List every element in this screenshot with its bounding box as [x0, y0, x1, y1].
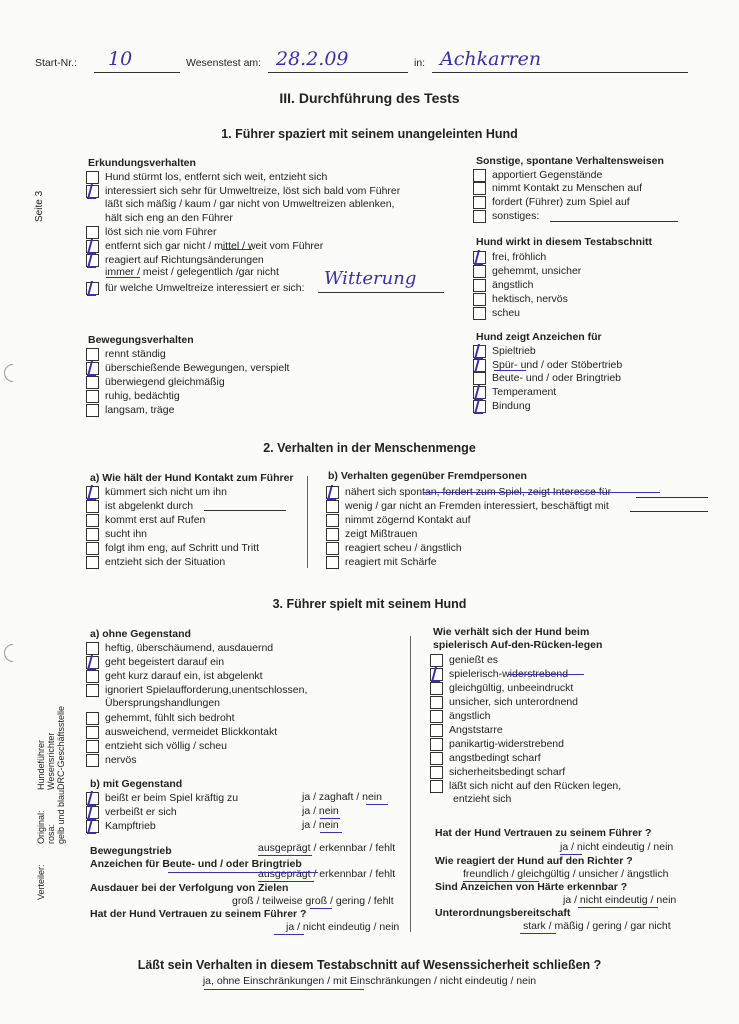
- pen-mark: [106, 277, 140, 278]
- sidebar-verteiler: Verteiler:: [36, 864, 46, 900]
- s2a-title: a) Wie hält der Hund Kontakt zum Führer: [90, 472, 294, 484]
- checkbox[interactable]: [86, 376, 99, 389]
- sidebar-drc: DRC-Geschäftsstelle: [56, 705, 66, 790]
- sonstige-item[interactable]: sonstiges:: [473, 209, 539, 223]
- pen-mark: [560, 854, 582, 855]
- beschaeftigt-field[interactable]: [630, 498, 708, 512]
- checkbox[interactable]: [86, 670, 99, 683]
- checkbox-checked[interactable]: [473, 400, 486, 413]
- checkbox[interactable]: [473, 307, 486, 320]
- pen-mark: [320, 818, 340, 819]
- checkbox[interactable]: [86, 726, 99, 739]
- sonstige-title: Sonstige, spontane Verhaltensweisen: [476, 155, 664, 167]
- zeigt-item[interactable]: Bindung: [473, 399, 531, 413]
- s3b-scale[interactable]: ja / nein: [302, 805, 339, 817]
- checkbox[interactable]: [86, 754, 99, 767]
- column-divider: [307, 476, 308, 568]
- ruecken-title: Wie verhält sich der Hund beim: [433, 626, 590, 638]
- lower-right-scale[interactable]: stark / mäßig / gering / gar nicht: [523, 920, 671, 932]
- test-date-label: Wesenstest am:: [186, 57, 262, 69]
- erkundung-item[interactable]: reagiert auf Richtungsänderungen: [86, 253, 264, 267]
- checkbox[interactable]: [473, 372, 486, 385]
- s3b-scale[interactable]: ja / zaghaft / nein: [302, 791, 382, 803]
- checkbox-checked[interactable]: [473, 359, 486, 372]
- sidebar-original: Original:: [36, 810, 46, 844]
- checkbox-checked[interactable]: [86, 820, 99, 833]
- lower-left-label: Ausdauer bei der Verfolgung von Zielen: [90, 882, 289, 894]
- pen-strike: [508, 674, 584, 675]
- s3a-item[interactable]: gehemmt, fühlt sich bedroht: [86, 711, 235, 725]
- lower-left-scale[interactable]: ausgeprägt / erkennbar / fehlt: [258, 842, 396, 854]
- umweltreize-field[interactable]: [318, 268, 444, 293]
- lower-right-label: Wie reagiert der Hund auf den Richter ?: [435, 855, 633, 867]
- ruecken-title: spielerisch Auf-den-Rücken-legen: [433, 639, 603, 651]
- checkbox[interactable]: [326, 556, 339, 569]
- final-question: Läßt sein Verhalten in diesem Testabschnitt auf Wesenssicherheit schließen ?: [137, 958, 602, 972]
- sidebar-wesensrichter: Wesensrichter: [46, 732, 56, 790]
- wirkt-item[interactable]: ängstlich: [473, 278, 533, 292]
- checkbox-checked[interactable]: [473, 386, 486, 399]
- checkbox[interactable]: [473, 293, 486, 306]
- checkbox[interactable]: [86, 542, 99, 555]
- lower-left-label: Hat der Hund Vertrauen zu seinem Führer ?: [90, 908, 307, 920]
- bewegung-title: Bewegungsverhalten: [88, 334, 194, 346]
- zeigt-item[interactable]: Spür- und / oder Stöbertrieb: [473, 358, 622, 372]
- wirkt-item[interactable]: hektisch, nervös: [473, 292, 568, 306]
- sonstige-item[interactable]: apportiert Gegenstände: [473, 168, 602, 182]
- s3b-item[interactable]: verbeißt er sich: [86, 805, 177, 819]
- sidebar-gelb: gelb und blau:: [56, 787, 66, 844]
- s3a-title: a) ohne Gegenstand: [90, 628, 191, 640]
- s3b-title: b) mit Gegenstand: [90, 778, 183, 790]
- start-nr-value: 10: [108, 48, 133, 70]
- sidebar-hundefuehrer: Hundeführer: [36, 739, 46, 790]
- checkbox[interactable]: [86, 556, 99, 569]
- checkbox-checked[interactable]: [86, 656, 99, 669]
- ruecken-item[interactable]: läßt sich nicht auf den Rücken legen,: [430, 779, 621, 793]
- checkbox[interactable]: [86, 226, 99, 239]
- checkbox-checked[interactable]: [86, 254, 99, 267]
- checkbox[interactable]: [86, 404, 99, 417]
- checkbox-checked[interactable]: [86, 240, 99, 253]
- s2a-item[interactable]: entzieht sich der Situation: [86, 555, 225, 569]
- lower-left-scale[interactable]: ausgeprägt / erkennbar / fehlt: [258, 868, 396, 880]
- s3b-item[interactable]: Kampftrieb: [86, 819, 156, 833]
- checkbox[interactable]: [430, 766, 443, 779]
- erkundung-text: hält sich eng an den Führer: [105, 212, 233, 224]
- erkundung-title: Erkundungsverhalten: [88, 157, 196, 169]
- checkbox[interactable]: [86, 514, 99, 527]
- lower-right-scale[interactable]: ja / nicht eindeutig / nein: [560, 841, 674, 853]
- checkbox[interactable]: [86, 684, 99, 697]
- lower-right-label: Unterordnungsbereitschaft: [435, 907, 571, 919]
- zeigt-item[interactable]: Temperament: [473, 385, 556, 399]
- ruecken-text: entzieht sich: [453, 793, 512, 805]
- sidebar-rosa: rosa:: [46, 823, 56, 844]
- s2b-item[interactable]: reagiert scheu / ängstlich: [326, 541, 462, 555]
- pen-mark: [168, 872, 318, 873]
- erkundung-text: immer / meist / gelegentlich /gar nicht: [105, 266, 279, 278]
- lower-right-scale[interactable]: freundlich / gleichgültig / unsicher / ängstlich: [463, 868, 669, 880]
- interesse-field[interactable]: [636, 484, 708, 498]
- s2b-item[interactable]: nähert sich spontan, fordert zum Spiel, zeigt Interesse für: [326, 485, 611, 499]
- pen-mark: [204, 989, 364, 990]
- checkbox-checked[interactable]: [86, 486, 99, 499]
- pen-strike: [424, 492, 660, 493]
- ruecken-item[interactable]: gleichgültig, unbeeindruckt: [430, 681, 573, 695]
- ruecken-item[interactable]: panikartig-widerstrebend: [430, 737, 564, 751]
- checkbox[interactable]: [430, 738, 443, 751]
- checkbox[interactable]: [86, 390, 99, 403]
- pen-mark: [578, 907, 658, 908]
- place-value: Achkarren: [440, 48, 542, 70]
- checkbox-checked[interactable]: [86, 362, 99, 375]
- test-date-field[interactable]: [268, 48, 408, 73]
- checkbox[interactable]: [86, 171, 99, 184]
- erkundung-item[interactable]: Hund stürmt los, entfernt sich weit, entzieht sich: [86, 170, 327, 184]
- s3a-item[interactable]: entzieht sich völlig / scheu: [86, 739, 227, 753]
- checkbox[interactable]: [86, 740, 99, 753]
- bewegung-item[interactable]: langsam, träge: [86, 403, 174, 417]
- umweltreize-answer: Witterung: [324, 268, 417, 289]
- s2b-item[interactable]: nimmt zögernd Kontakt auf: [326, 513, 470, 527]
- pen-mark: [494, 370, 526, 371]
- lower-left-scale[interactable]: ja / nicht eindeutig / nein: [286, 921, 400, 933]
- page-number: Seite 3: [34, 190, 45, 222]
- checkbox[interactable]: [326, 514, 339, 527]
- wirkt-item[interactable]: gehemmt, unsicher: [473, 264, 581, 278]
- page-title: III. Durchführung des Tests: [279, 90, 460, 106]
- place-label: in:: [414, 57, 426, 69]
- checkbox[interactable]: [326, 500, 339, 513]
- ruecken-item[interactable]: Angststarre: [430, 723, 503, 737]
- s2a-item[interactable]: sucht ihn: [86, 527, 147, 541]
- checkbox[interactable]: [326, 528, 339, 541]
- erkundung-item[interactable]: löst sich nie vom Führer: [86, 225, 216, 239]
- final-answer[interactable]: ja, ohne Einschränkungen / mit Einschränkungen / nicht eindeutig / nein: [202, 975, 537, 987]
- lower-left-scale[interactable]: groß / teilweise groß / gering / fehlt: [232, 895, 394, 907]
- s2a-item[interactable]: ist abgelenkt durch: [86, 499, 193, 513]
- pen-mark: [222, 249, 252, 250]
- pen-mark: [463, 881, 539, 882]
- test-date-value: 28.2.09: [276, 48, 349, 70]
- pen-mark: [258, 855, 312, 856]
- wirkt-item[interactable]: frei, fröhlich: [473, 250, 546, 264]
- s2a-item[interactable]: folgt ihm eng, auf Schritt und Tritt: [86, 541, 259, 555]
- checkbox[interactable]: [86, 642, 99, 655]
- erkundung-item[interactable]: für welche Umweltreize interessiert er sich:: [86, 281, 305, 295]
- sonstiges-field[interactable]: [550, 208, 678, 222]
- bewegung-item[interactable]: überwiegend gleichmäßig: [86, 375, 225, 389]
- s2a-item[interactable]: kümmert sich nicht um ihn: [86, 485, 227, 499]
- checkbox-checked[interactable]: [86, 806, 99, 819]
- checkbox-checked[interactable]: [430, 668, 443, 681]
- s2b-item[interactable]: zeigt Mißtrauen: [326, 527, 417, 541]
- bewegung-item[interactable]: ruhig, bedächtig: [86, 389, 180, 403]
- place-field[interactable]: [432, 48, 688, 73]
- checkbox[interactable]: [430, 696, 443, 709]
- s3a-text: Übersprungshandlungen: [105, 697, 221, 709]
- checkbox[interactable]: [430, 654, 443, 667]
- wirkt-title: Hund wirkt in diesem Testabschnitt: [476, 236, 652, 248]
- checkbox[interactable]: [430, 752, 443, 765]
- bewegung-item[interactable]: rennt ständig: [86, 347, 166, 361]
- erkundung-text: läßt sich mäßig / kaum / gar nicht von Umweltreizen ablenken,: [105, 198, 395, 210]
- s3a-item[interactable]: nervös: [86, 753, 137, 767]
- s2b-item[interactable]: reagiert mit Schärfe: [326, 555, 437, 569]
- ruecken-item[interactable]: angstbedingt scharf: [430, 751, 541, 765]
- section-1-heading: 1. Führer spaziert mit seinem unangeleinten Hund: [221, 127, 518, 141]
- checkbox-checked[interactable]: [86, 282, 99, 295]
- checkbox[interactable]: [326, 542, 339, 555]
- s3a-item[interactable]: ignoriert Spielaufforderung,unentschlossen,: [86, 683, 307, 697]
- s3a-item[interactable]: ausweichend, vermeidet Blickkontakt: [86, 725, 277, 739]
- checkbox[interactable]: [430, 682, 443, 695]
- s3b-item[interactable]: beißt er beim Spiel kräftig zu: [86, 791, 238, 805]
- pen-mark: [258, 881, 314, 882]
- s3b-scale[interactable]: ja / nein: [302, 819, 339, 831]
- ruecken-item[interactable]: spielerisch-widerstrebend: [430, 667, 568, 681]
- zeigt-item[interactable]: Beute- und / oder Bringtrieb: [473, 371, 621, 385]
- pen-mark: [366, 804, 388, 805]
- checkbox[interactable]: [473, 265, 486, 278]
- pen-mark: [320, 832, 342, 833]
- checkbox[interactable]: [430, 710, 443, 723]
- bewegung-item[interactable]: überschießende Bewegungen, verspielt: [86, 361, 289, 375]
- checkbox[interactable]: [86, 712, 99, 725]
- section-3-heading: 3. Führer spielt mit seinem Hund: [272, 597, 467, 611]
- column-divider: [410, 636, 411, 932]
- checkbox-checked[interactable]: [86, 185, 99, 198]
- lower-right-scale[interactable]: ja / nicht eindeutig / nein: [563, 894, 677, 906]
- checkbox[interactable]: [473, 196, 486, 209]
- s2a-item[interactable]: kommt erst auf Rufen: [86, 513, 205, 527]
- ruecken-item[interactable]: genießt es: [430, 653, 498, 667]
- pen-mark: [274, 934, 304, 935]
- zeigt-item[interactable]: Spieltrieb: [473, 344, 536, 358]
- lower-left-label: Bewegungstrieb: [90, 845, 172, 857]
- section-2-heading: 2. Verhalten in der Menschenmenge: [263, 441, 476, 455]
- checkbox-checked[interactable]: [473, 251, 486, 264]
- s3a-item[interactable]: geht kurz darauf ein, ist abgelenkt: [86, 669, 263, 683]
- checkbox[interactable]: [86, 528, 99, 541]
- checkbox[interactable]: [473, 279, 486, 292]
- checkbox[interactable]: [473, 182, 486, 195]
- lower-left-label: Anzeichen für Beute- und / oder Bringtrieb: [90, 858, 302, 870]
- s3a-item[interactable]: geht begeistert darauf ein: [86, 655, 224, 669]
- pen-mark: [520, 933, 556, 934]
- pen-mark: [310, 908, 332, 909]
- start-nr-field[interactable]: [94, 48, 180, 73]
- checkbox-checked[interactable]: [86, 792, 99, 805]
- erkundung-item[interactable]: interessiert sich sehr für Umweltreize, löst sich bald vom Führer: [86, 184, 400, 198]
- zeigt-title: Hund zeigt Anzeichen für: [476, 331, 602, 343]
- abgelenkt-field[interactable]: [204, 497, 286, 511]
- wirkt-item[interactable]: scheu: [473, 306, 520, 320]
- ruecken-item[interactable]: unsicher, sich unterordnend: [430, 695, 578, 709]
- s3a-item[interactable]: heftig, überschäumend, ausdauernd: [86, 641, 273, 655]
- checkbox[interactable]: [86, 500, 99, 513]
- checkbox[interactable]: [473, 210, 486, 223]
- s2b-item[interactable]: wenig / gar nicht an Fremden interessiert, beschäftigt mit: [326, 499, 609, 513]
- punch-hole: [0, 640, 25, 665]
- checkbox[interactable]: [473, 169, 486, 182]
- checkbox-checked[interactable]: [326, 486, 339, 499]
- punch-hole: [0, 360, 25, 385]
- checkbox[interactable]: [430, 780, 443, 793]
- lower-right-label: Hat der Hund Vertrauen zu seinem Führer ?: [435, 827, 652, 839]
- start-nr-label: Start-Nr.:: [35, 57, 78, 69]
- sonstige-item[interactable]: fordert (Führer) zum Spiel auf: [473, 195, 630, 209]
- checkbox[interactable]: [430, 724, 443, 737]
- checkbox[interactable]: [86, 348, 99, 361]
- lower-right-label: Sind Anzeichen von Härte erkennbar ?: [435, 881, 628, 893]
- erkundung-item[interactable]: entfernt sich gar nicht / mittel / weit vom Führer: [86, 239, 323, 253]
- checkbox-checked[interactable]: [473, 345, 486, 358]
- ruecken-item[interactable]: sicherheitsbedingt scharf: [430, 765, 565, 779]
- ruecken-item[interactable]: ängstlich: [430, 709, 490, 723]
- s2b-title: b) Verhalten gegenüber Fremdpersonen: [328, 470, 527, 482]
- sonstige-item[interactable]: nimmt Kontakt zu Menschen auf: [473, 181, 642, 195]
